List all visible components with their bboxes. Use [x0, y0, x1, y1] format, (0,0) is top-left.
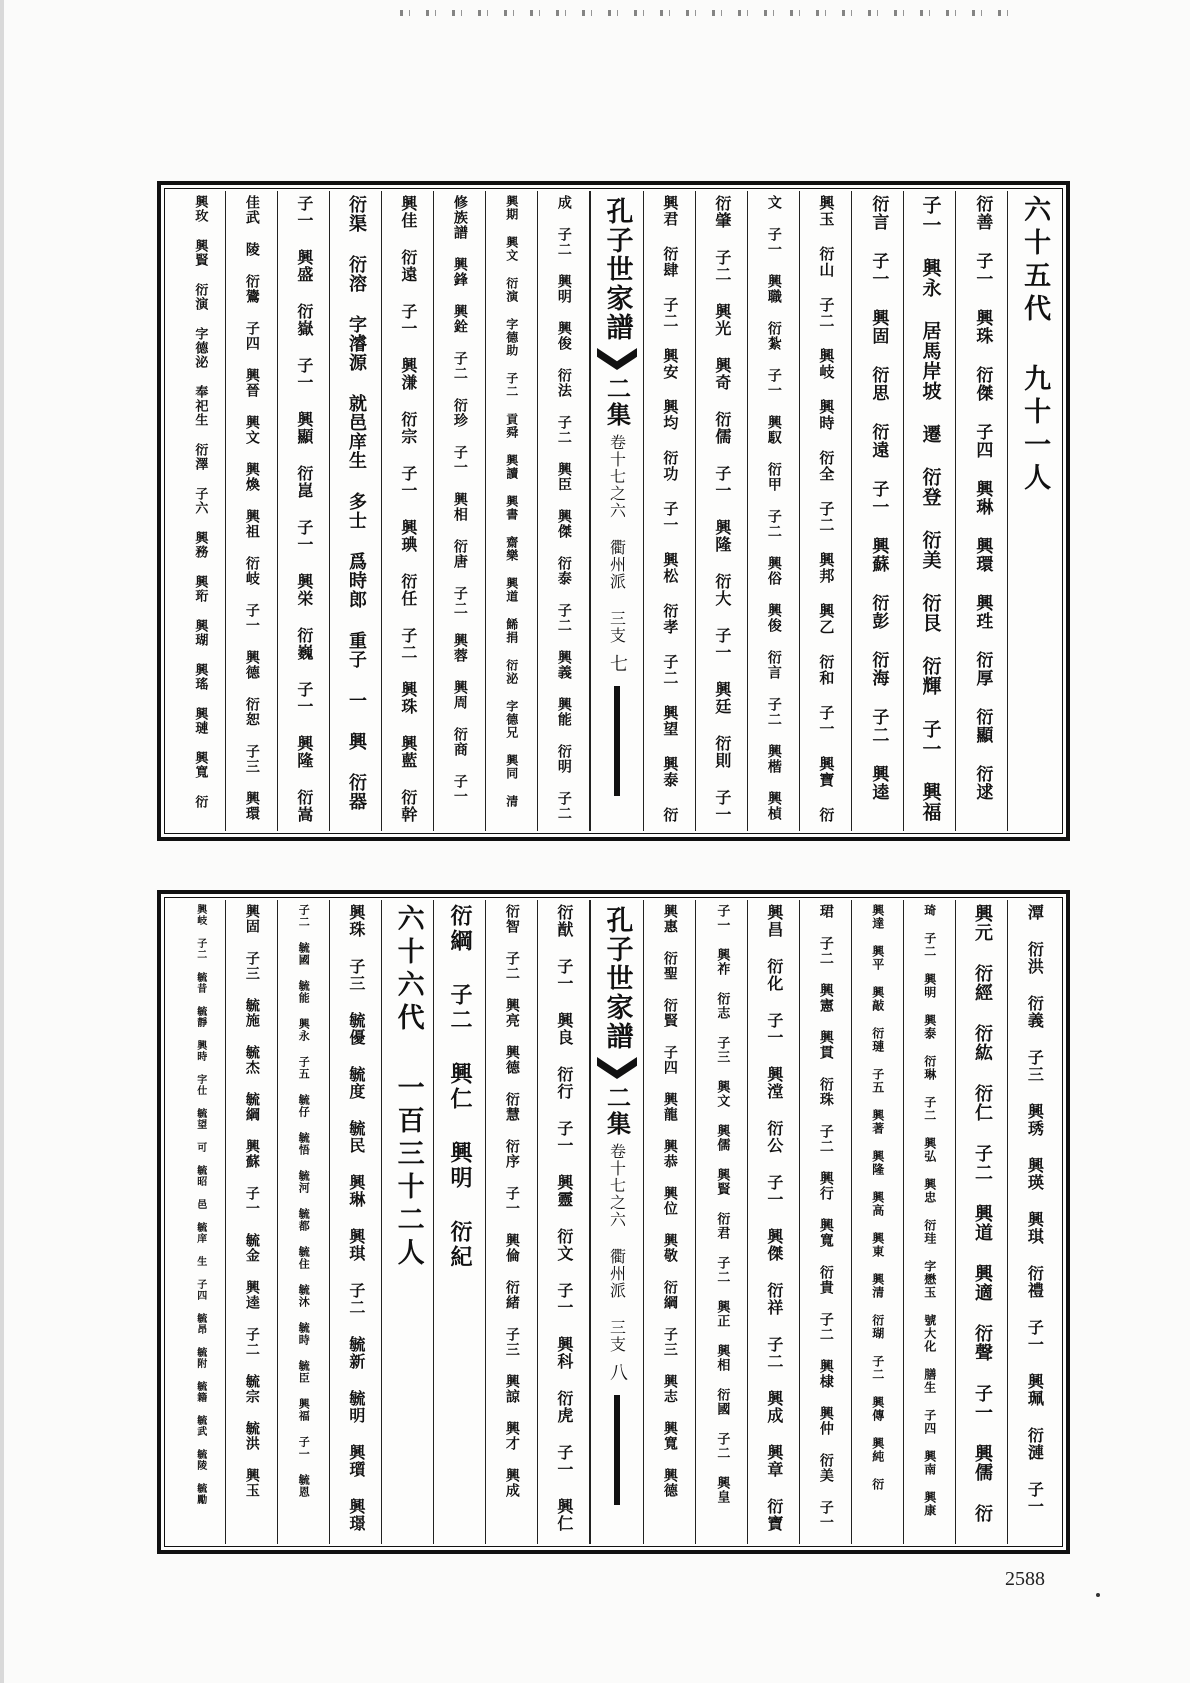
genealogy-column: [852, 900, 904, 1544]
volume-label: 二集: [602, 1085, 632, 1137]
genealogy-column: [644, 900, 696, 1544]
genealogy-column: [800, 900, 852, 1544]
genealogy-entry: 興元 衍經 衍紘 衍仁 子二 興道 興適 衍聲 子一 興儒 衍: [971, 904, 993, 1523]
genealogy-entry: 興岐 子二 毓昔 毓靜 興時 字仕 毓望 可 毓昭 邑 毓庠 生 子四 毓昂 毓附 毓籍 毓武 毓陵 毓勵: [194, 904, 206, 1505]
panel-columns: [167, 191, 1060, 831]
genealogy-entry: 子一 興祚 衍志 子三 興文 興儒 興賢 衍君 子二 興正 興相 衍國 子二 興皇: [714, 904, 730, 1504]
genealogy-entry: 琦 子二 興明 興泰 衍琳 子二 興弘 興忠 衍珪 字懋玉 號大化 膳生 子四 興南 興康: [922, 904, 937, 1517]
genealogy-column: [904, 191, 956, 831]
genealogy-entry: 衍綱 子二 興仁 興明 衍紀: [447, 904, 474, 1270]
genealogy-entry: 六十五代 九十一人: [1019, 195, 1051, 496]
page-number: 2588: [1005, 1568, 1045, 1590]
genealogy-entry: 興固 子三 毓施 毓杰 毓綱 興蘇 子一 毓金 興逵 子二 毓宗 毓洪 興玉: [243, 904, 260, 1498]
genealogy-column: [538, 900, 590, 1544]
genealogy-column: [330, 191, 382, 831]
section-label: 卷十七之六 衢州派 三支: [607, 1143, 627, 1353]
genealogy-column: [434, 191, 486, 831]
folio-label: 七: [607, 654, 628, 672]
genealogy-entry: 興珠 子三 毓優 毓度 毓民 興琳 興琪 子二 毓新 毓明 興瓆 興璟: [346, 904, 366, 1532]
genealogy-entry: 子一 興盛 衍嶽 子一 興顯 衍崑 子一 興栄 衍巍 子一 興隆 衍嵩: [294, 195, 314, 823]
volume-label: 二集: [602, 376, 632, 428]
genealogy-column: [956, 900, 1008, 1544]
genealogy-entry: 佳武 陵 衍鷟 子四 興晉 興文 興煥 興祖 衍岐 子一 興德 衍恕 子三 興環: [243, 195, 260, 821]
genealogy-entry: 興玉 衍山 子二 興岐 興時 衍全 子二 興邦 興乙 衍和 子一 興寶 衍: [817, 195, 836, 823]
genealogy-entry: 興君 衍肆 子二 興安 興均 衍功 子一 興松 衍孝 子二 興望 興泰 衍: [661, 195, 680, 823]
panel-columns: [167, 900, 1060, 1544]
genealogy-entry: 興昌 衍化 子一 興漟 衍公 子一 興傑 衍祥 子二 興成 興章 衍寶: [764, 904, 784, 1532]
folio-bar: [614, 1395, 620, 1505]
fish-tail-ornament: [597, 1057, 637, 1079]
section-label: 卷十七之六 衢州派 三支: [607, 434, 627, 644]
genealogy-entry: 興期 興文 衍演 字德助 子二 貢舜 興讀 興書 齋樂 興道 餙捐 衍泌 字德兄 興同 清: [504, 195, 519, 808]
scan-edge: [0, 0, 4, 1683]
genealogy-panel-top: [157, 181, 1070, 841]
genealogy-entry: 潭 衍洪 衍義 子三 興琇 興瑛 興琪 衍禮 子一 興珮 衍漣 子一: [1025, 904, 1045, 1515]
genealogy-entry: 衍善 子一 興珠 衍傑 子四 興琳 興環 興珄 衍厚 衍顯 衍逑: [972, 195, 993, 801]
genealogy-column: [1008, 900, 1060, 1544]
genealogy-column: [226, 900, 278, 1544]
genealogy-column: [696, 900, 748, 1544]
genealogy-entry: 衍猷 子一 興良 衍行 子一 興靈 衍文 子一 興科 衍虎 子一 興仁: [554, 904, 574, 1532]
genealogy-column: [904, 900, 956, 1544]
center-title-column: [590, 191, 644, 831]
folio-label: 八: [607, 1363, 628, 1381]
genealogy-entry: 興達 興平 興敲 衍璉 子五 興著 興隆 興高 興東 興清 衍瑚 子二 興傳 興純 衍: [870, 904, 885, 1491]
genealogy-entry: 文 子一 興職 衍紮 子一 興馭 衍甲 子二 興俗 興俊 衍言 子二 興楷 興楨: [765, 195, 782, 821]
fish-tail-ornament: [597, 348, 637, 370]
genealogy-entry: 六十六代 一百三十二人: [392, 904, 424, 1271]
genealogy-column: [956, 191, 1008, 831]
folio-bar: [614, 686, 620, 796]
genealogy-entry: 衍肇 子二 興光 興奇 衍儒 子一 興隆 衍大 子一 興廷 衍則 子一: [712, 195, 732, 823]
genealogy-column: [1008, 191, 1060, 831]
genealogy-entry: 興惠 衍聖 衍賢 子四 興龍 興恭 興位 興敬 衍綱 子三 興志 興寬 興德: [661, 904, 678, 1498]
ink-dot: [1096, 1593, 1100, 1597]
genealogy-column: [800, 191, 852, 831]
genealogy-panel-bottom: [157, 890, 1070, 1554]
genealogy-entry: 珺 子二 興憲 興貫 衍珠 子二 興行 興寬 衍貴 子二 興棣 興仲 衍美 子一: [817, 904, 834, 1530]
genealogy-entry: 興佳 衍遠 子一 興溓 衍宗 子一 興琠 衍任 子二 興珠 興藍 衍幹: [398, 195, 418, 823]
genealogy-column: [486, 191, 538, 831]
genealogy-column: [486, 900, 538, 1544]
center-title-column: [590, 900, 644, 1544]
genealogy-column: [226, 191, 278, 831]
genealogy-column: [748, 191, 800, 831]
genealogy-column: [174, 191, 226, 831]
top-ink-artifact: [400, 10, 1020, 16]
genealogy-column: [330, 900, 382, 1544]
genealogy-column: [382, 191, 434, 831]
genealogy-entry: 修族譜 興鋒 興銓 子二 衍珍 子一 興相 衍唐 子二 興蓉 興周 衍商 子一: [451, 195, 468, 804]
genealogy-column: [852, 191, 904, 831]
genealogy-column: [538, 191, 590, 831]
genealogy-entry: 衍言 子一 興固 衍思 衍遠 子一 興蘇 衍彭 衍海 子二 興逵: [868, 195, 889, 801]
genealogy-entry: 成 子二 興明 興俊 衍法 子二 興臣 興傑 衍泰 子二 興義 興能 衍明 子二: [555, 195, 572, 821]
genealogy-entry: 子一 興永 居馬岸坡 遷 衍登 衍美 衍艮 衍輝 子一 興福: [919, 195, 942, 822]
genealogy-entry: 興玫 興賢 衍演 字德泌 奉祀生 衍澤 子六 興務 興珩 興瑚 興瑤 興璉 興寬 衍: [192, 195, 208, 809]
genealogy-column: [434, 900, 486, 1544]
genealogy-column: [174, 900, 226, 1544]
genealogy-entry: 子二 毓國 毓能 興永 子五 毓仔 毓悟 毓河 毓都 毓住 毓沐 毓時 毓臣 興福 子一 毓恩: [297, 904, 311, 1498]
genealogy-column: [696, 191, 748, 831]
genealogy-column: [644, 191, 696, 831]
genealogy-column: [382, 900, 434, 1544]
book-title: 孔子世家譜: [601, 197, 633, 342]
genealogy-entry: 衍渠 衍溶 字濬源 就邑庠生 多士 爲時郎 重子 一 興 衍器: [345, 195, 367, 811]
genealogy-column: [748, 900, 800, 1544]
genealogy-column: [278, 900, 330, 1544]
genealogy-column: [278, 191, 330, 831]
book-title: 孔子世家譜: [601, 906, 633, 1051]
genealogy-entry: 衍智 子二 興亮 興德 衍慧 衍序 子一 興倫 衍緒 子三 興諒 興才 興成: [503, 904, 520, 1498]
